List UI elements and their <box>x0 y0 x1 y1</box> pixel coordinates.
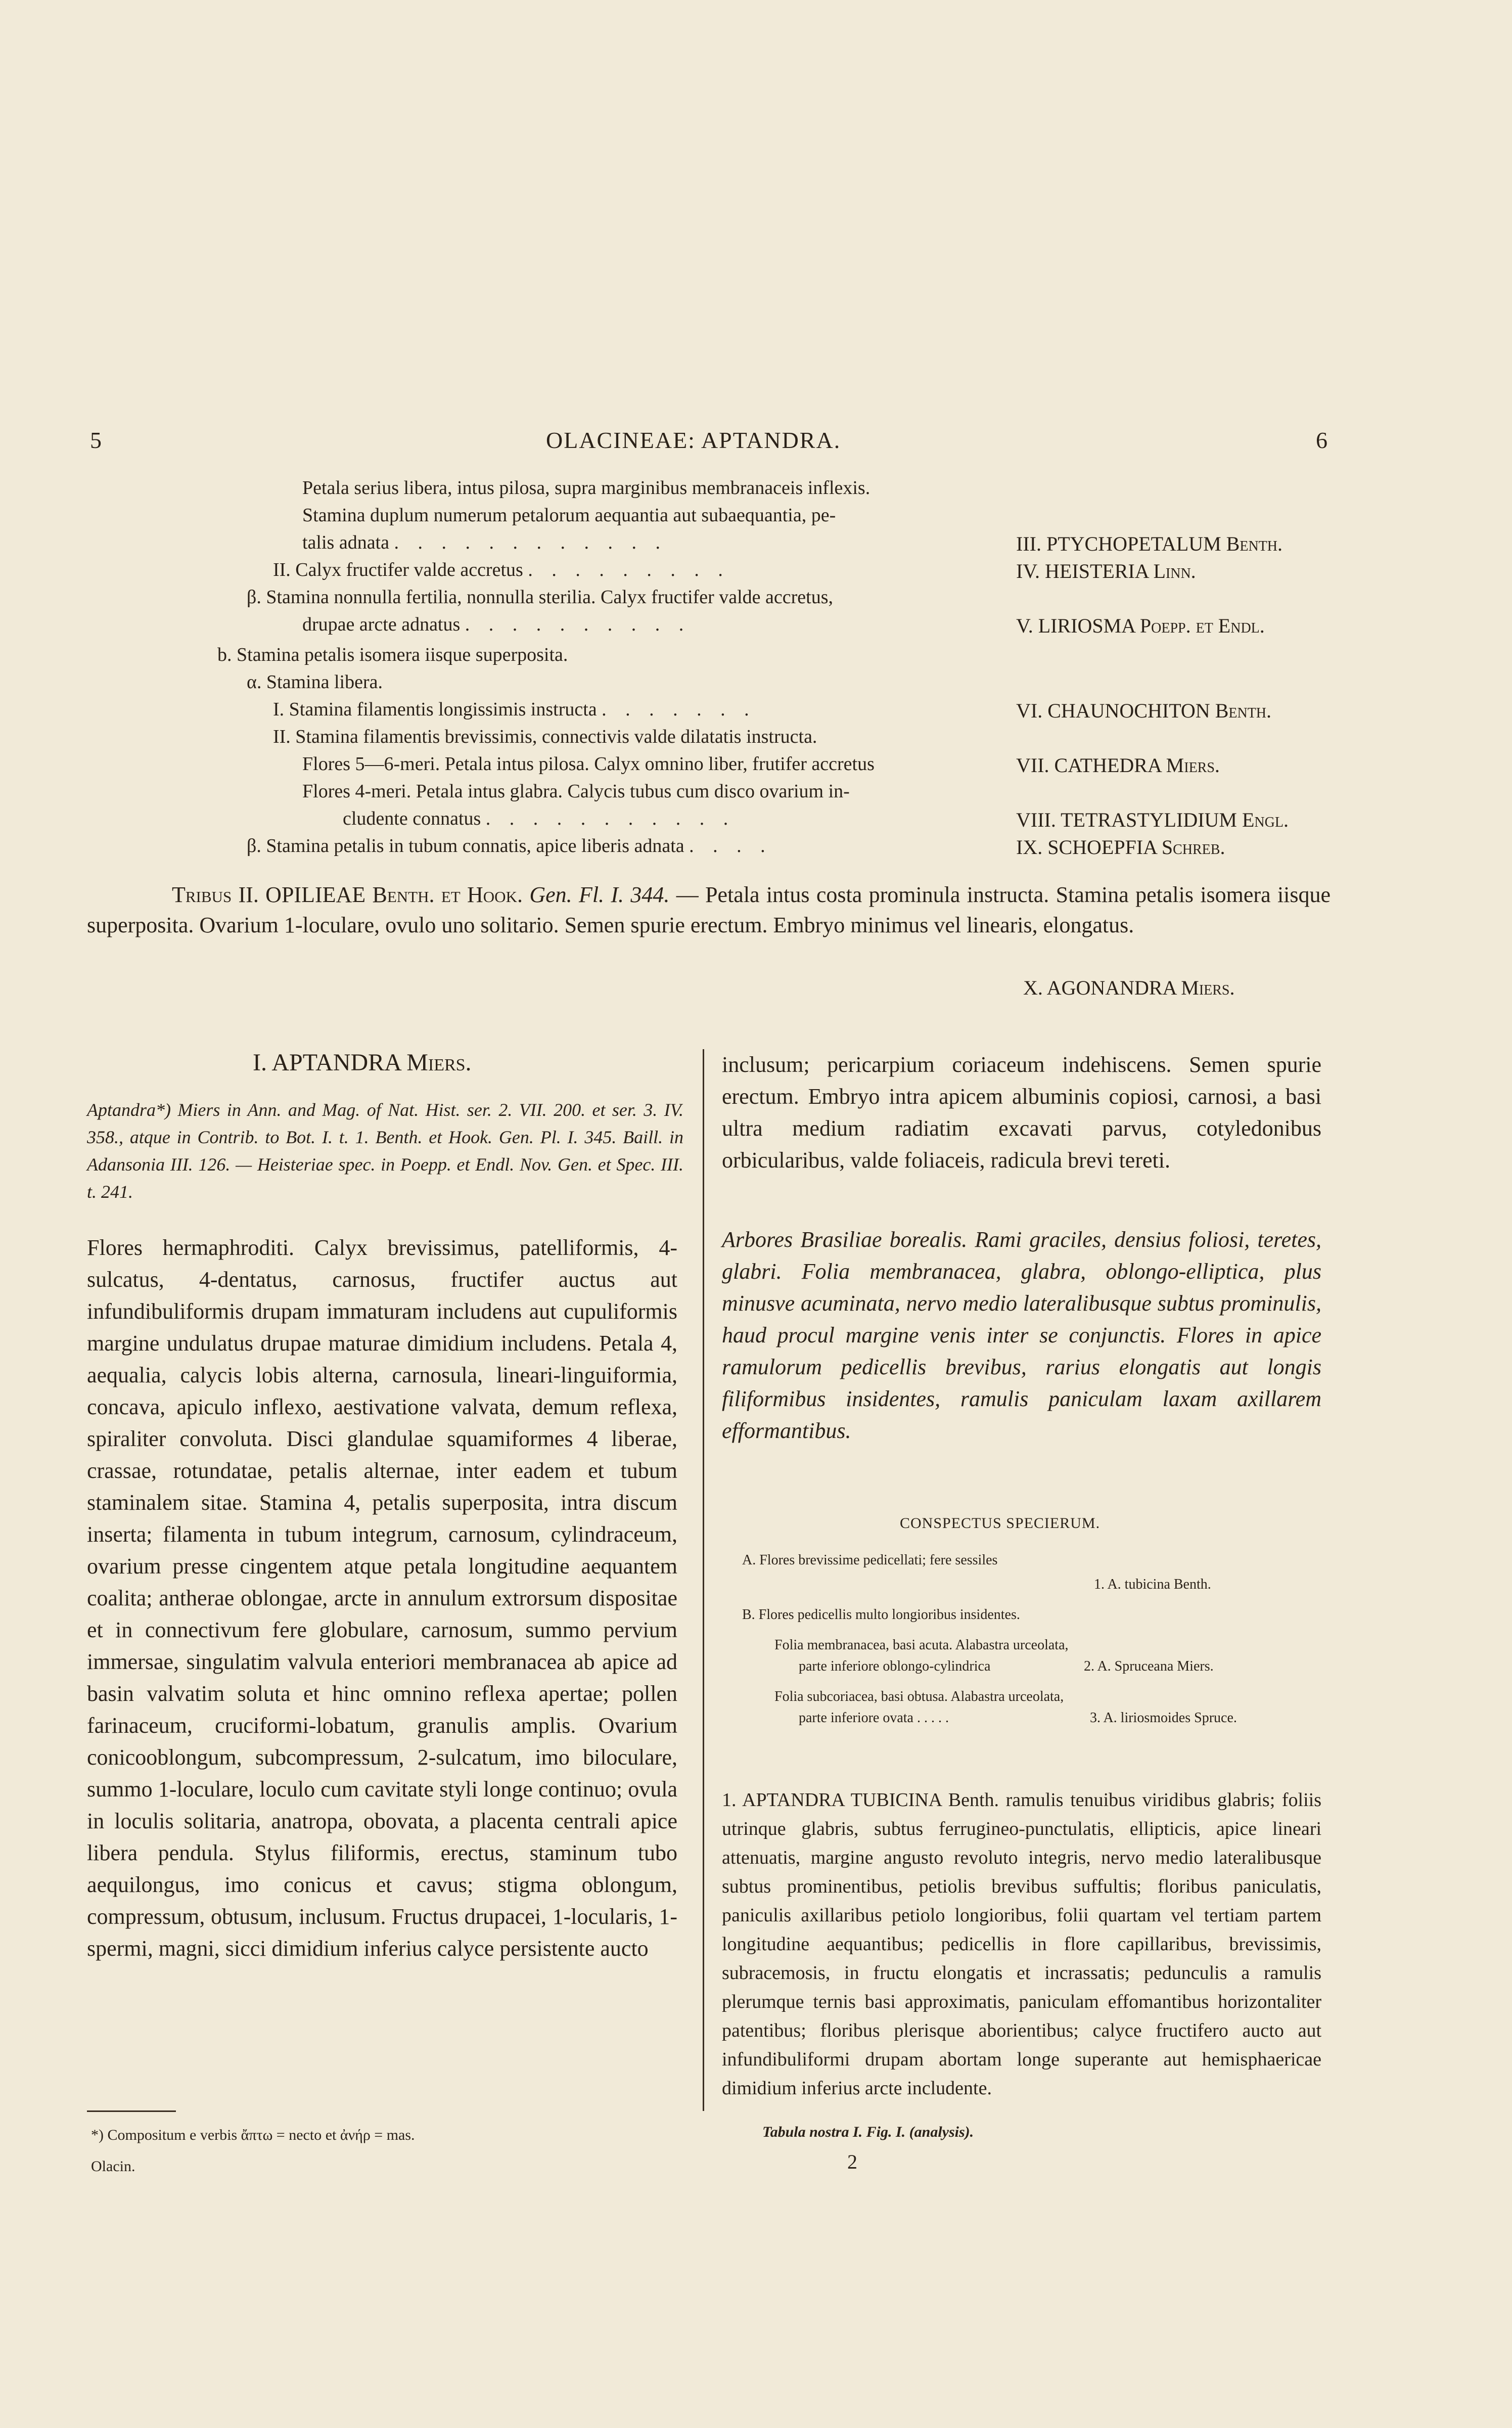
footnote: *) Compositum e verbis ἄπτω = necto et ἀνήρ = mas. <box>91 2127 415 2143</box>
species-description: 1. APTANDRA TUBICINA Benth. ramulis tenuibus viridibus glabris; foliis utrinque glabris, subtus ferrugineo-punctulatis, ellipticis, apice lineari attenuatis, margine angusto revoluto integris, nervo medio lateralibusque subtus prominentibus, petiolis brevibus suffultis; floribus paniculatis, paniculis axillaribus petiolo longioribus, folii quartam vel tertiam partem longitudine aequantibus; pedicellis in flore capillaribus, brevissimis, subracemosis, in fructu elongatis et incrassatis; pedunculis a ramulis plerumque ternis basi approximatis, paniculam effomantibus horizontaliter patentibus; floribus plerisque aborientibus; calyce fructifero aucto aut infundibuliformi drupam abortam longe superante aut hemisphaericae dimidium inferius arcte includente. <box>722 1789 1321 2099</box>
page-number-left: 5 <box>90 427 102 453</box>
key-result: VIII. TETRASTYLIDIUM Engl. <box>1016 808 1289 831</box>
conspectus-a: A. Flores brevissime pedicellati; fere sessiles <box>742 1552 998 1568</box>
genus-synonymy: Aptandra*) Miers in Ann. and Mag. of Nat. Hist. ser. 2. VII. 200. et ser. 3. IV. 358., atque in Contrib. to Bot. I. t. 1. Benth. et Hook. Gen. Pl. I. 345. Baill. in Adansonia III. 126. — Heisteriae spec. in Poepp. et Endl. Nov. Gen. et Spec. III. t. 241. <box>87 1100 683 1202</box>
conspectus-title: CONSPECTUS SPECIERUM. <box>900 1515 1101 1532</box>
tribus-paragraph: Tribus II. OPILIEAE Benth. et Hook. Gen. Fl. I. 344. — Petala intus costa prominula instructa. Stamina petalis isomera iisque superposita. Ovarium 1-loculare, ovulo uno solitario. Semen spurie erectum. Embryo minimus vel linearis, elongatus. <box>87 882 1331 937</box>
genus-title: I. APTANDRA Miers. <box>253 1049 472 1076</box>
conspectus-b1: parte inferiore oblongo-cylindrica <box>799 1658 991 1674</box>
conspectus-b2-result: 3. A. liriosmoides Spruce. <box>1090 1710 1237 1726</box>
key-line: Petala serius libera, intus pilosa, supra marginibus membranaceis inflexis. <box>302 477 870 499</box>
conspectus-b2: Folia subcoriacea, basi obtusa. Alabastra urceolata, <box>774 1689 1064 1704</box>
tribus-result: X. AGONANDRA Miers. <box>1023 976 1235 999</box>
key-line: α. Stamina libera. <box>247 671 383 693</box>
sheet-signature: Olacin. <box>91 2158 135 2175</box>
column-divider <box>703 1049 704 2111</box>
genus-habit: Arbores Brasiliae borealis. Rami graciles, densius foliosi, teretes, glabri. Folia membranacea, glabra, oblongo-elliptica, plus minusve acuminata, nervo medio lateralibusque subtus prominulis, haud procul margine venis inter se conjunctis. Flores in apice ramulorum pedicellis brevibus, rarius elongatis aut longis filiformibus insidentes, ramulis paniculam laxam axillarem efformantibus. <box>722 1227 1321 1443</box>
running-title: OLACINEAE: APTANDRA. <box>546 427 841 453</box>
conspectus-b: B. Flores pedicellis multo longioribus insidentes. <box>742 1607 1020 1623</box>
key-line: cludente connatus . . . . . . . . . . . <box>343 808 736 829</box>
conspectus-b2: parte inferiore ovata . . . . . <box>799 1710 949 1726</box>
genus-description-continuation: inclusum; pericarpium coriaceum indehiscens. Semen spurie erectum. Embryo intra apicem albuminis copiosi, carnosi, a basi ultra medium radiatim excavati parvus, cotyledonibus orbicularibus, valde foliaceis, radicula brevi tereti. <box>722 1052 1321 1173</box>
conspectus-b1: Folia membranacea, basi acuta. Alabastra urceolata, <box>774 1637 1069 1653</box>
page-number-right: 6 <box>1316 427 1327 453</box>
key-line: drupae arcte adnatus . . . . . . . . . . <box>302 614 691 635</box>
key-line: II. Calyx fructifer valde accretus . . . . . . . . . <box>273 559 730 580</box>
tabula-reference: Tabula nostra I. Fig. I. (analysis). <box>762 2124 974 2140</box>
key-result: IX. SCHOEPFIA Schreb. <box>1016 836 1225 859</box>
conspectus-a-result: 1. A. tubicina Benth. <box>1094 1577 1211 1592</box>
key-line: I. Stamina filamentis longissimis instructa . . . . . . . <box>273 699 756 720</box>
footnote-rule <box>87 2110 176 2112</box>
key-line: II. Stamina filamentis brevissimis, connectivis valde dilatatis instructa. <box>273 726 817 747</box>
key-line: Flores 5—6-meri. Petala intus pilosa. Calyx omnino liber, frutifer accretus <box>302 753 875 775</box>
genus-description: Flores hermaphroditi. Calyx brevissimus, patelliformis, 4-sulcatus, 4-dentatus, carnosus, fructifer auctus aut infundibuliformis drupam immaturam includens aut cupuliformis margine undulatus drupae maturae dimidium includens. Petala 4, aequalia, calycis lobis alterna, carnosula, lineari-linguiformia, concava, apiculo inflexo, aestivatione valvata, demum reflexa, spiraliter convoluta. Disci glandulae squamiformes 4 liberae, crassae, rotundatae, petalis alternae, inter eadem et tubum staminalem sitae. Stamina 4, petalis superposita, intra discum inserta; filamenta in tubum integrum, carnosum, cylindraceum, ovarium presse cingentem atque petala longitudine aequantem coalita; antherae oblongae, arcte in annulum extrorsum dispositae et in connectivum fere globulare, carnosum, summo pervium immersae, singulatim valvula enteriori membranacea ab apice ad basin valvatim soluta et hinc omnino reflexa apertae; pollen farinaceum, cruciformi-lobatum, granulis amplis. Ovarium conicooblongum, subcompressum, 2-sulcatum, imo biloculare, summo 1-loculare, loculo cum cavitate styli longe continuo; ovula in loculis solitaria, anatropa, obovata, a placenta centrali apice libera pendula. Stylus filiformis, erectus, staminum tubo aequilongus, imo conicus et cavus; stigma oblongum, compressum, obtusum, inclusum. Fructus drupacei, 1-locularis, 1-spermi, magni, sicci dimidium inferius calyce persistente aucto <box>87 1235 677 1961</box>
key-line: Flores 4-meri. Petala intus glabra. Calycis tubus cum disco ovarium in- <box>302 781 850 802</box>
key-line: Stamina duplum numerum petalorum aequantia aut subaequantia, pe- <box>302 505 836 526</box>
key-result: III. PTYCHOPETALUM Benth. <box>1016 532 1282 555</box>
key-result: VI. CHAUNOCHITON Benth. <box>1016 699 1272 722</box>
key-line: β. Stamina petalis in tubum connatis, apice liberis adnata . . . . <box>247 835 772 857</box>
key-line: β. Stamina nonnulla fertilia, nonnulla sterilia. Calyx fructifer valde accretus, <box>247 587 834 608</box>
key-result: V. LIRIOSMA Poepp. et Endl. <box>1016 614 1265 637</box>
conspectus-b1-result: 2. A. Spruceana Miers. <box>1084 1658 1214 1674</box>
key-line: talis adnata . . . . . . . . . . . . <box>302 532 667 553</box>
key-result: IV. HEISTERIA Linn. <box>1016 560 1196 582</box>
key-result: VII. CATHEDRA Miers. <box>1016 754 1220 777</box>
signature-number: 2 <box>847 2150 857 2173</box>
key-line: b. Stamina petalis isomera iisque superposita. <box>217 644 568 665</box>
